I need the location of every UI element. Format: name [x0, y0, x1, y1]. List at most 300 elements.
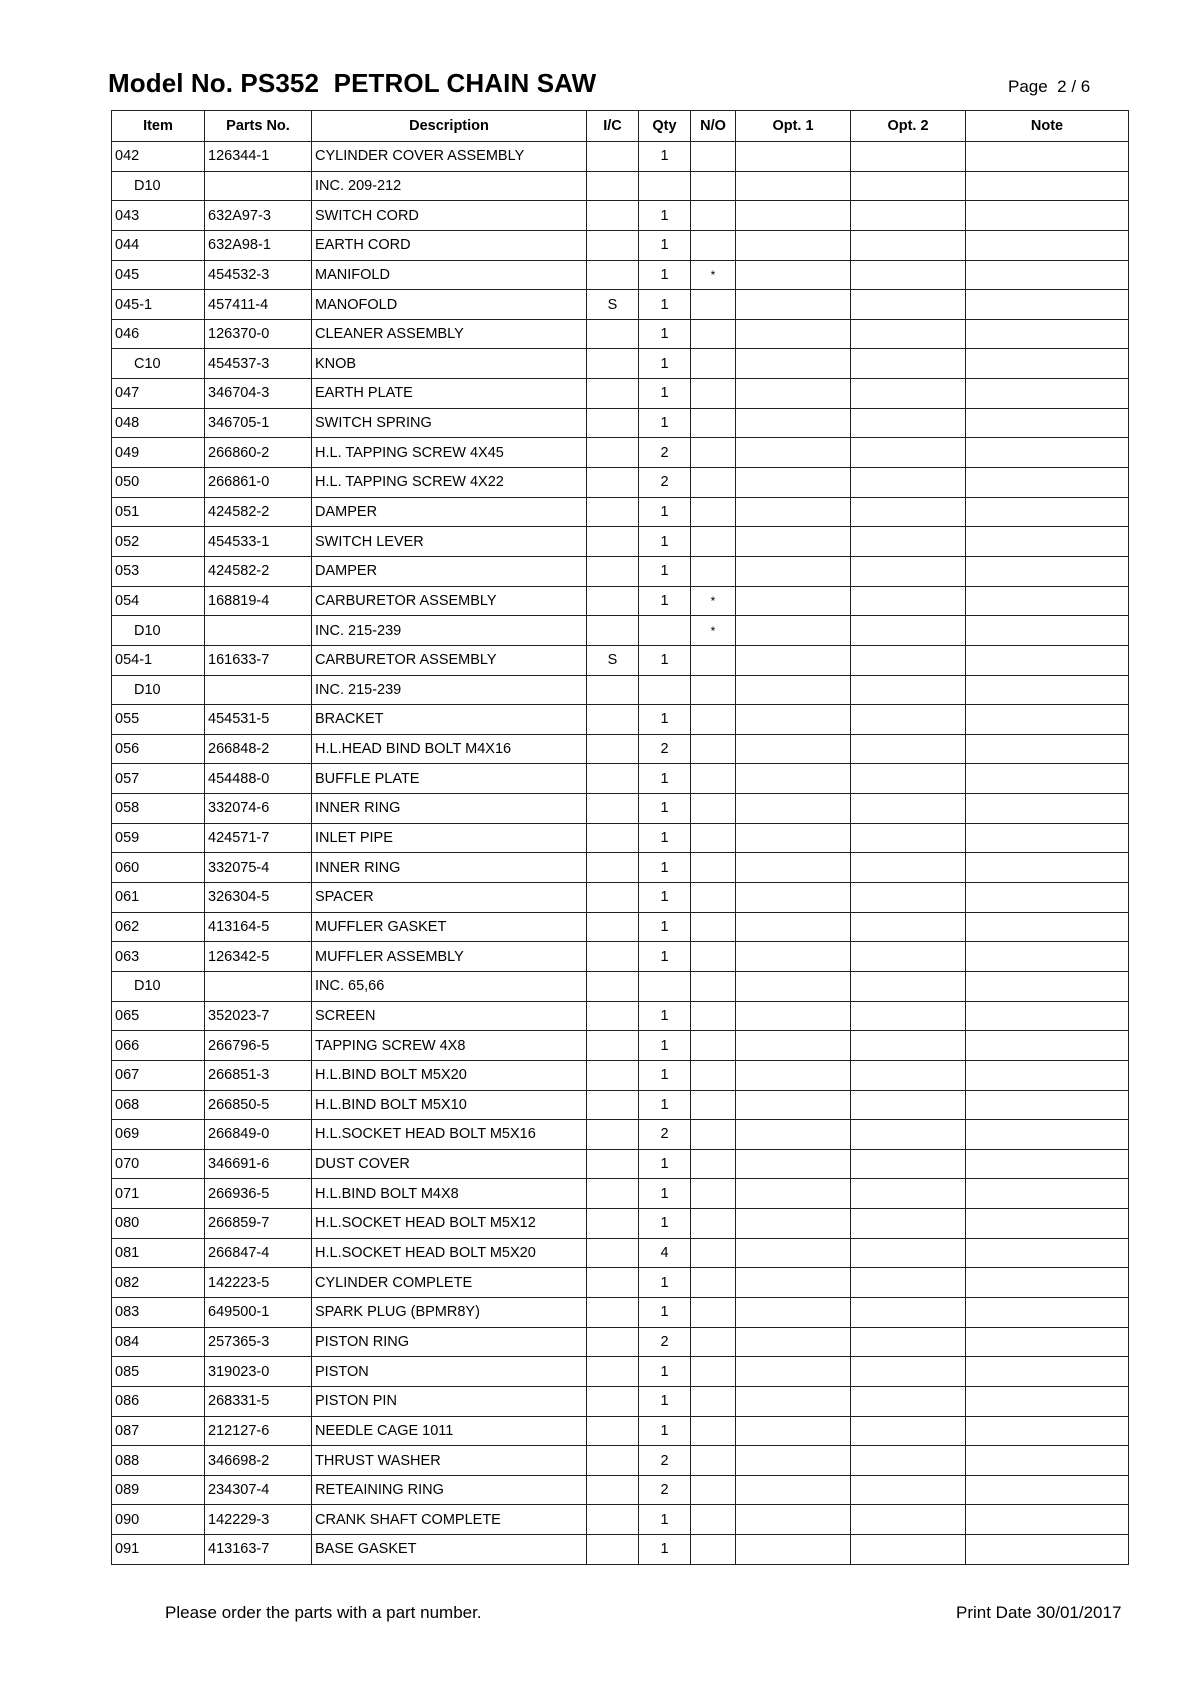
cell-note [966, 942, 1129, 972]
cell-note [966, 764, 1129, 794]
cell-item: 069 [112, 1120, 205, 1150]
cell-description: SWITCH LEVER [312, 527, 587, 557]
cell-parts-no: 454488-0 [205, 764, 312, 794]
cell-description: INLET PIPE [312, 823, 587, 853]
cell-parts-no: 413164-5 [205, 912, 312, 942]
cell-note [966, 705, 1129, 735]
cell-qty: 1 [639, 497, 691, 527]
cell-ic [587, 734, 639, 764]
cell-opt2 [851, 705, 966, 735]
cell-opt1 [736, 764, 851, 794]
cell-ic [587, 1357, 639, 1387]
cell-qty [639, 616, 691, 646]
cell-ic [587, 497, 639, 527]
table-row [112, 942, 1129, 972]
cell-ic [587, 1238, 639, 1268]
cell-ic [587, 1416, 639, 1446]
cell-opt2 [851, 794, 966, 824]
cell-opt1 [736, 586, 851, 616]
cell-no [691, 408, 736, 438]
cell-item: D10 [112, 171, 205, 201]
cell-opt1 [736, 883, 851, 913]
cell-opt2 [851, 438, 966, 468]
cell-parts-no: 266849-0 [205, 1120, 312, 1150]
cell-no [691, 764, 736, 794]
cell-description: H.L.SOCKET HEAD BOLT M5X20 [312, 1238, 587, 1268]
cell-note [966, 1505, 1129, 1535]
cell-opt1 [736, 1475, 851, 1505]
cell-note [966, 1149, 1129, 1179]
cell-ic [587, 1327, 639, 1357]
cell-note [966, 971, 1129, 1001]
cell-ic [587, 1446, 639, 1476]
cell-item: 050 [112, 468, 205, 498]
cell-parts-no: 142223-5 [205, 1268, 312, 1298]
cell-no [691, 1386, 736, 1416]
cell-parts-no: 454532-3 [205, 260, 312, 290]
cell-note [966, 645, 1129, 675]
table-row [112, 142, 1129, 172]
cell-opt2 [851, 1357, 966, 1387]
cell-no [691, 1031, 736, 1061]
cell-ic [587, 794, 639, 824]
cell-qty: 1 [639, 1179, 691, 1209]
cell-opt1 [736, 616, 851, 646]
order-note: Please order the parts with a part number. [165, 1603, 482, 1622]
cell-no [691, 1416, 736, 1446]
cell-parts-no [205, 675, 312, 705]
cell-qty: 1 [639, 1268, 691, 1298]
cell-qty: 1 [639, 705, 691, 735]
cell-ic: S [587, 645, 639, 675]
cell-opt1 [736, 438, 851, 468]
cell-item: 055 [112, 705, 205, 735]
cell-no [691, 1090, 736, 1120]
cell-note [966, 171, 1129, 201]
cell-opt1 [736, 823, 851, 853]
cell-description: MUFFLER GASKET [312, 912, 587, 942]
cell-description: CYLINDER COMPLETE [312, 1268, 587, 1298]
cell-note [966, 260, 1129, 290]
cell-description: PISTON PIN [312, 1386, 587, 1416]
cell-opt2 [851, 201, 966, 231]
cell-opt1 [736, 1416, 851, 1446]
cell-ic [587, 883, 639, 913]
cell-description: BRACKET [312, 705, 587, 735]
cell-opt1 [736, 971, 851, 1001]
cell-opt1 [736, 142, 851, 172]
cell-item: 065 [112, 1001, 205, 1031]
cell-description: INC. 215-239 [312, 616, 587, 646]
cell-qty: 1 [639, 556, 691, 586]
cell-description: H.L. TAPPING SCREW 4X22 [312, 468, 587, 498]
cell-qty: 1 [639, 349, 691, 379]
table-row [112, 1179, 1129, 1209]
cell-opt2 [851, 349, 966, 379]
cell-item: 081 [112, 1238, 205, 1268]
cell-ic [587, 468, 639, 498]
cell-parts-no: 424571-7 [205, 823, 312, 853]
table-row [112, 1238, 1129, 1268]
cell-opt1 [736, 1268, 851, 1298]
parts-table-body [112, 142, 1129, 1565]
cell-item: 067 [112, 1060, 205, 1090]
cell-qty: 1 [639, 1535, 691, 1565]
cell-ic [587, 1001, 639, 1031]
cell-ic [587, 527, 639, 557]
table-row [112, 1475, 1129, 1505]
cell-opt1 [736, 1149, 851, 1179]
cell-note [966, 497, 1129, 527]
cell-item: 053 [112, 556, 205, 586]
cell-qty: 1 [639, 1357, 691, 1387]
cell-no [691, 1475, 736, 1505]
cell-ic [587, 260, 639, 290]
cell-parts-no: 266796-5 [205, 1031, 312, 1061]
table-row [112, 912, 1129, 942]
table-row [112, 1268, 1129, 1298]
cell-note [966, 1031, 1129, 1061]
cell-description: SPARK PLUG (BPMR8Y) [312, 1297, 587, 1327]
cell-parts-no: 413163-7 [205, 1535, 312, 1565]
cell-item: 063 [112, 942, 205, 972]
cell-opt1 [736, 556, 851, 586]
cell-opt2 [851, 1297, 966, 1327]
print-date: Print Date 30/01/2017 [956, 1603, 1122, 1622]
cell-no [691, 468, 736, 498]
cell-ic [587, 1209, 639, 1239]
cell-parts-no: 161633-7 [205, 645, 312, 675]
cell-note [966, 468, 1129, 498]
cell-qty: 1 [639, 1001, 691, 1031]
cell-opt2 [851, 408, 966, 438]
cell-parts-no: 126344-1 [205, 142, 312, 172]
table-row [112, 734, 1129, 764]
cell-opt1 [736, 230, 851, 260]
cell-description: SWITCH CORD [312, 201, 587, 231]
cell-item: 061 [112, 883, 205, 913]
table-row [112, 1386, 1129, 1416]
cell-item: 084 [112, 1327, 205, 1357]
cell-no [691, 1535, 736, 1565]
cell-no [691, 1209, 736, 1239]
table-row [112, 171, 1129, 201]
cell-qty: 1 [639, 1505, 691, 1535]
cell-note [966, 1446, 1129, 1476]
cell-description: INC. 215-239 [312, 675, 587, 705]
cell-no [691, 734, 736, 764]
cell-parts-no: 454537-3 [205, 349, 312, 379]
table-row [112, 823, 1129, 853]
cell-parts-no: 168819-4 [205, 586, 312, 616]
cell-qty: 4 [639, 1238, 691, 1268]
cell-no [691, 1120, 736, 1150]
cell-item: 088 [112, 1446, 205, 1476]
cell-parts-no: 126370-0 [205, 319, 312, 349]
cell-qty: 1 [639, 645, 691, 675]
cell-item: 045 [112, 260, 205, 290]
table-row [112, 764, 1129, 794]
cell-no [691, 853, 736, 883]
cell-opt2 [851, 883, 966, 913]
cell-ic [587, 1475, 639, 1505]
cell-qty: 1 [639, 853, 691, 883]
cell-note [966, 319, 1129, 349]
cell-opt2 [851, 1179, 966, 1209]
cell-parts-no: 126342-5 [205, 942, 312, 972]
column-header-no: N/O [691, 111, 736, 142]
cell-description: MANIFOLD [312, 260, 587, 290]
cell-note [966, 1001, 1129, 1031]
cell-opt2 [851, 1416, 966, 1446]
cell-ic [587, 1505, 639, 1535]
cell-opt1 [736, 1238, 851, 1268]
cell-note [966, 675, 1129, 705]
cell-no [691, 883, 736, 913]
cell-ic [587, 1060, 639, 1090]
cell-note [966, 1357, 1129, 1387]
table-row [112, 527, 1129, 557]
cell-no [691, 1238, 736, 1268]
cell-note [966, 142, 1129, 172]
table-row [112, 794, 1129, 824]
cell-parts-no: 454533-1 [205, 527, 312, 557]
cell-item: 043 [112, 201, 205, 231]
cell-ic [587, 586, 639, 616]
cell-item: 058 [112, 794, 205, 824]
cell-opt2 [851, 823, 966, 853]
table-row [112, 319, 1129, 349]
cell-no [691, 1268, 736, 1298]
table-row [112, 468, 1129, 498]
cell-description: H.L. TAPPING SCREW 4X45 [312, 438, 587, 468]
cell-no [691, 1505, 736, 1535]
cell-no [691, 645, 736, 675]
cell-qty: 1 [639, 527, 691, 557]
cell-no [691, 1060, 736, 1090]
cell-note [966, 1060, 1129, 1090]
cell-no [691, 527, 736, 557]
cell-no [691, 142, 736, 172]
cell-qty: 1 [639, 1209, 691, 1239]
cell-item: D10 [112, 675, 205, 705]
cell-description: CYLINDER COVER ASSEMBLY [312, 142, 587, 172]
cell-description: INC. 65,66 [312, 971, 587, 1001]
cell-note [966, 556, 1129, 586]
cell-item: 080 [112, 1209, 205, 1239]
cell-description: H.L.HEAD BIND BOLT M4X16 [312, 734, 587, 764]
cell-no [691, 675, 736, 705]
cell-parts-no: 352023-7 [205, 1001, 312, 1031]
cell-no [691, 1149, 736, 1179]
cell-qty: 1 [639, 764, 691, 794]
cell-no [691, 794, 736, 824]
cell-opt1 [736, 1505, 851, 1535]
cell-opt2 [851, 971, 966, 1001]
cell-description: H.L.SOCKET HEAD BOLT M5X16 [312, 1120, 587, 1150]
cell-opt2 [851, 764, 966, 794]
cell-no [691, 1327, 736, 1357]
cell-opt1 [736, 201, 851, 231]
cell-parts-no: 142229-3 [205, 1505, 312, 1535]
cell-opt2 [851, 1209, 966, 1239]
cell-opt2 [851, 734, 966, 764]
cell-ic [587, 1535, 639, 1565]
cell-parts-no: 266936-5 [205, 1179, 312, 1209]
cell-item: 059 [112, 823, 205, 853]
cell-parts-no: 332075-4 [205, 853, 312, 883]
cell-opt1 [736, 912, 851, 942]
cell-item: 085 [112, 1357, 205, 1387]
cell-qty: 1 [639, 1060, 691, 1090]
cell-item: 070 [112, 1149, 205, 1179]
cell-item: 044 [112, 230, 205, 260]
column-header-note: Note [966, 111, 1129, 142]
cell-opt2 [851, 1149, 966, 1179]
cell-qty: 1 [639, 823, 691, 853]
cell-opt2 [851, 1475, 966, 1505]
cell-item: 056 [112, 734, 205, 764]
table-row [112, 1505, 1129, 1535]
cell-ic [587, 675, 639, 705]
cell-no [691, 319, 736, 349]
cell-note [966, 1238, 1129, 1268]
cell-item: 049 [112, 438, 205, 468]
cell-note [966, 438, 1129, 468]
cell-opt1 [736, 408, 851, 438]
cell-no [691, 349, 736, 379]
cell-opt2 [851, 675, 966, 705]
cell-qty: 1 [639, 1386, 691, 1416]
table-row [112, 1446, 1129, 1476]
cell-description: RETEAINING RING [312, 1475, 587, 1505]
cell-opt2 [851, 556, 966, 586]
cell-item: D10 [112, 971, 205, 1001]
cell-description: MUFFLER ASSEMBLY [312, 942, 587, 972]
cell-note [966, 379, 1129, 409]
cell-item: 068 [112, 1090, 205, 1120]
cell-opt2 [851, 290, 966, 320]
table-row [112, 1357, 1129, 1387]
cell-item: 060 [112, 853, 205, 883]
cell-opt2 [851, 527, 966, 557]
cell-opt2 [851, 1060, 966, 1090]
table-row [112, 408, 1129, 438]
cell-qty: 1 [639, 1090, 691, 1120]
cell-opt1 [736, 853, 851, 883]
cell-no [691, 556, 736, 586]
cell-parts-no: 632A97-3 [205, 201, 312, 231]
cell-parts-no: 319023-0 [205, 1357, 312, 1387]
cell-note [966, 1416, 1129, 1446]
cell-ic [587, 142, 639, 172]
cell-qty: 1 [639, 1297, 691, 1327]
cell-description: TAPPING SCREW 4X8 [312, 1031, 587, 1061]
table-row [112, 201, 1129, 231]
cell-opt2 [851, 1268, 966, 1298]
cell-parts-no: 346698-2 [205, 1446, 312, 1476]
table-row [112, 438, 1129, 468]
cell-note [966, 586, 1129, 616]
cell-item: 057 [112, 764, 205, 794]
table-row [112, 705, 1129, 735]
cell-note [966, 853, 1129, 883]
cell-opt1 [736, 1357, 851, 1387]
cell-qty: 1 [639, 290, 691, 320]
cell-opt1 [736, 1209, 851, 1239]
cell-description: SPACER [312, 883, 587, 913]
column-header-opt1: Opt. 1 [736, 111, 851, 142]
cell-no [691, 1446, 736, 1476]
cell-parts-no: 424582-2 [205, 497, 312, 527]
table-row [112, 260, 1129, 290]
table-row [112, 349, 1129, 379]
cell-opt2 [851, 853, 966, 883]
cell-description: CLEANER ASSEMBLY [312, 319, 587, 349]
table-row [112, 1149, 1129, 1179]
cell-description: DAMPER [312, 497, 587, 527]
table-row [112, 1535, 1129, 1565]
cell-ic [587, 1179, 639, 1209]
column-header-qty: Qty [639, 111, 691, 142]
cell-opt1 [736, 468, 851, 498]
cell-description: PISTON RING [312, 1327, 587, 1357]
cell-note [966, 1327, 1129, 1357]
cell-parts-no: 457411-4 [205, 290, 312, 320]
cell-qty: 1 [639, 1416, 691, 1446]
cell-opt1 [736, 349, 851, 379]
cell-no [691, 1297, 736, 1327]
cell-opt1 [736, 942, 851, 972]
cell-opt1 [736, 705, 851, 735]
cell-ic [587, 912, 639, 942]
cell-parts-no [205, 171, 312, 201]
cell-description: H.L.BIND BOLT M5X20 [312, 1060, 587, 1090]
table-row [112, 1297, 1129, 1327]
cell-no [691, 497, 736, 527]
cell-opt1 [736, 1446, 851, 1476]
cell-parts-no: 346705-1 [205, 408, 312, 438]
cell-opt1 [736, 171, 851, 201]
cell-item: 091 [112, 1535, 205, 1565]
cell-ic [587, 705, 639, 735]
cell-ic [587, 1297, 639, 1327]
cell-opt2 [851, 1535, 966, 1565]
cell-item: 082 [112, 1268, 205, 1298]
cell-qty: 2 [639, 734, 691, 764]
table-row [112, 971, 1129, 1001]
cell-parts-no: 424582-2 [205, 556, 312, 586]
cell-ic [587, 1149, 639, 1179]
cell-qty: 1 [639, 201, 691, 231]
cell-opt2 [851, 1031, 966, 1061]
cell-opt1 [736, 794, 851, 824]
cell-description: INC. 209-212 [312, 171, 587, 201]
cell-ic [587, 1120, 639, 1150]
cell-note [966, 1297, 1129, 1327]
cell-ic [587, 1090, 639, 1120]
cell-opt2 [851, 379, 966, 409]
cell-ic [587, 379, 639, 409]
cell-ic [587, 556, 639, 586]
cell-item: 045-1 [112, 290, 205, 320]
cell-item: 054 [112, 586, 205, 616]
cell-item: 047 [112, 379, 205, 409]
cell-ic [587, 1268, 639, 1298]
cell-description: THRUST WASHER [312, 1446, 587, 1476]
cell-no: * [691, 616, 736, 646]
table-header-row [112, 111, 1129, 142]
